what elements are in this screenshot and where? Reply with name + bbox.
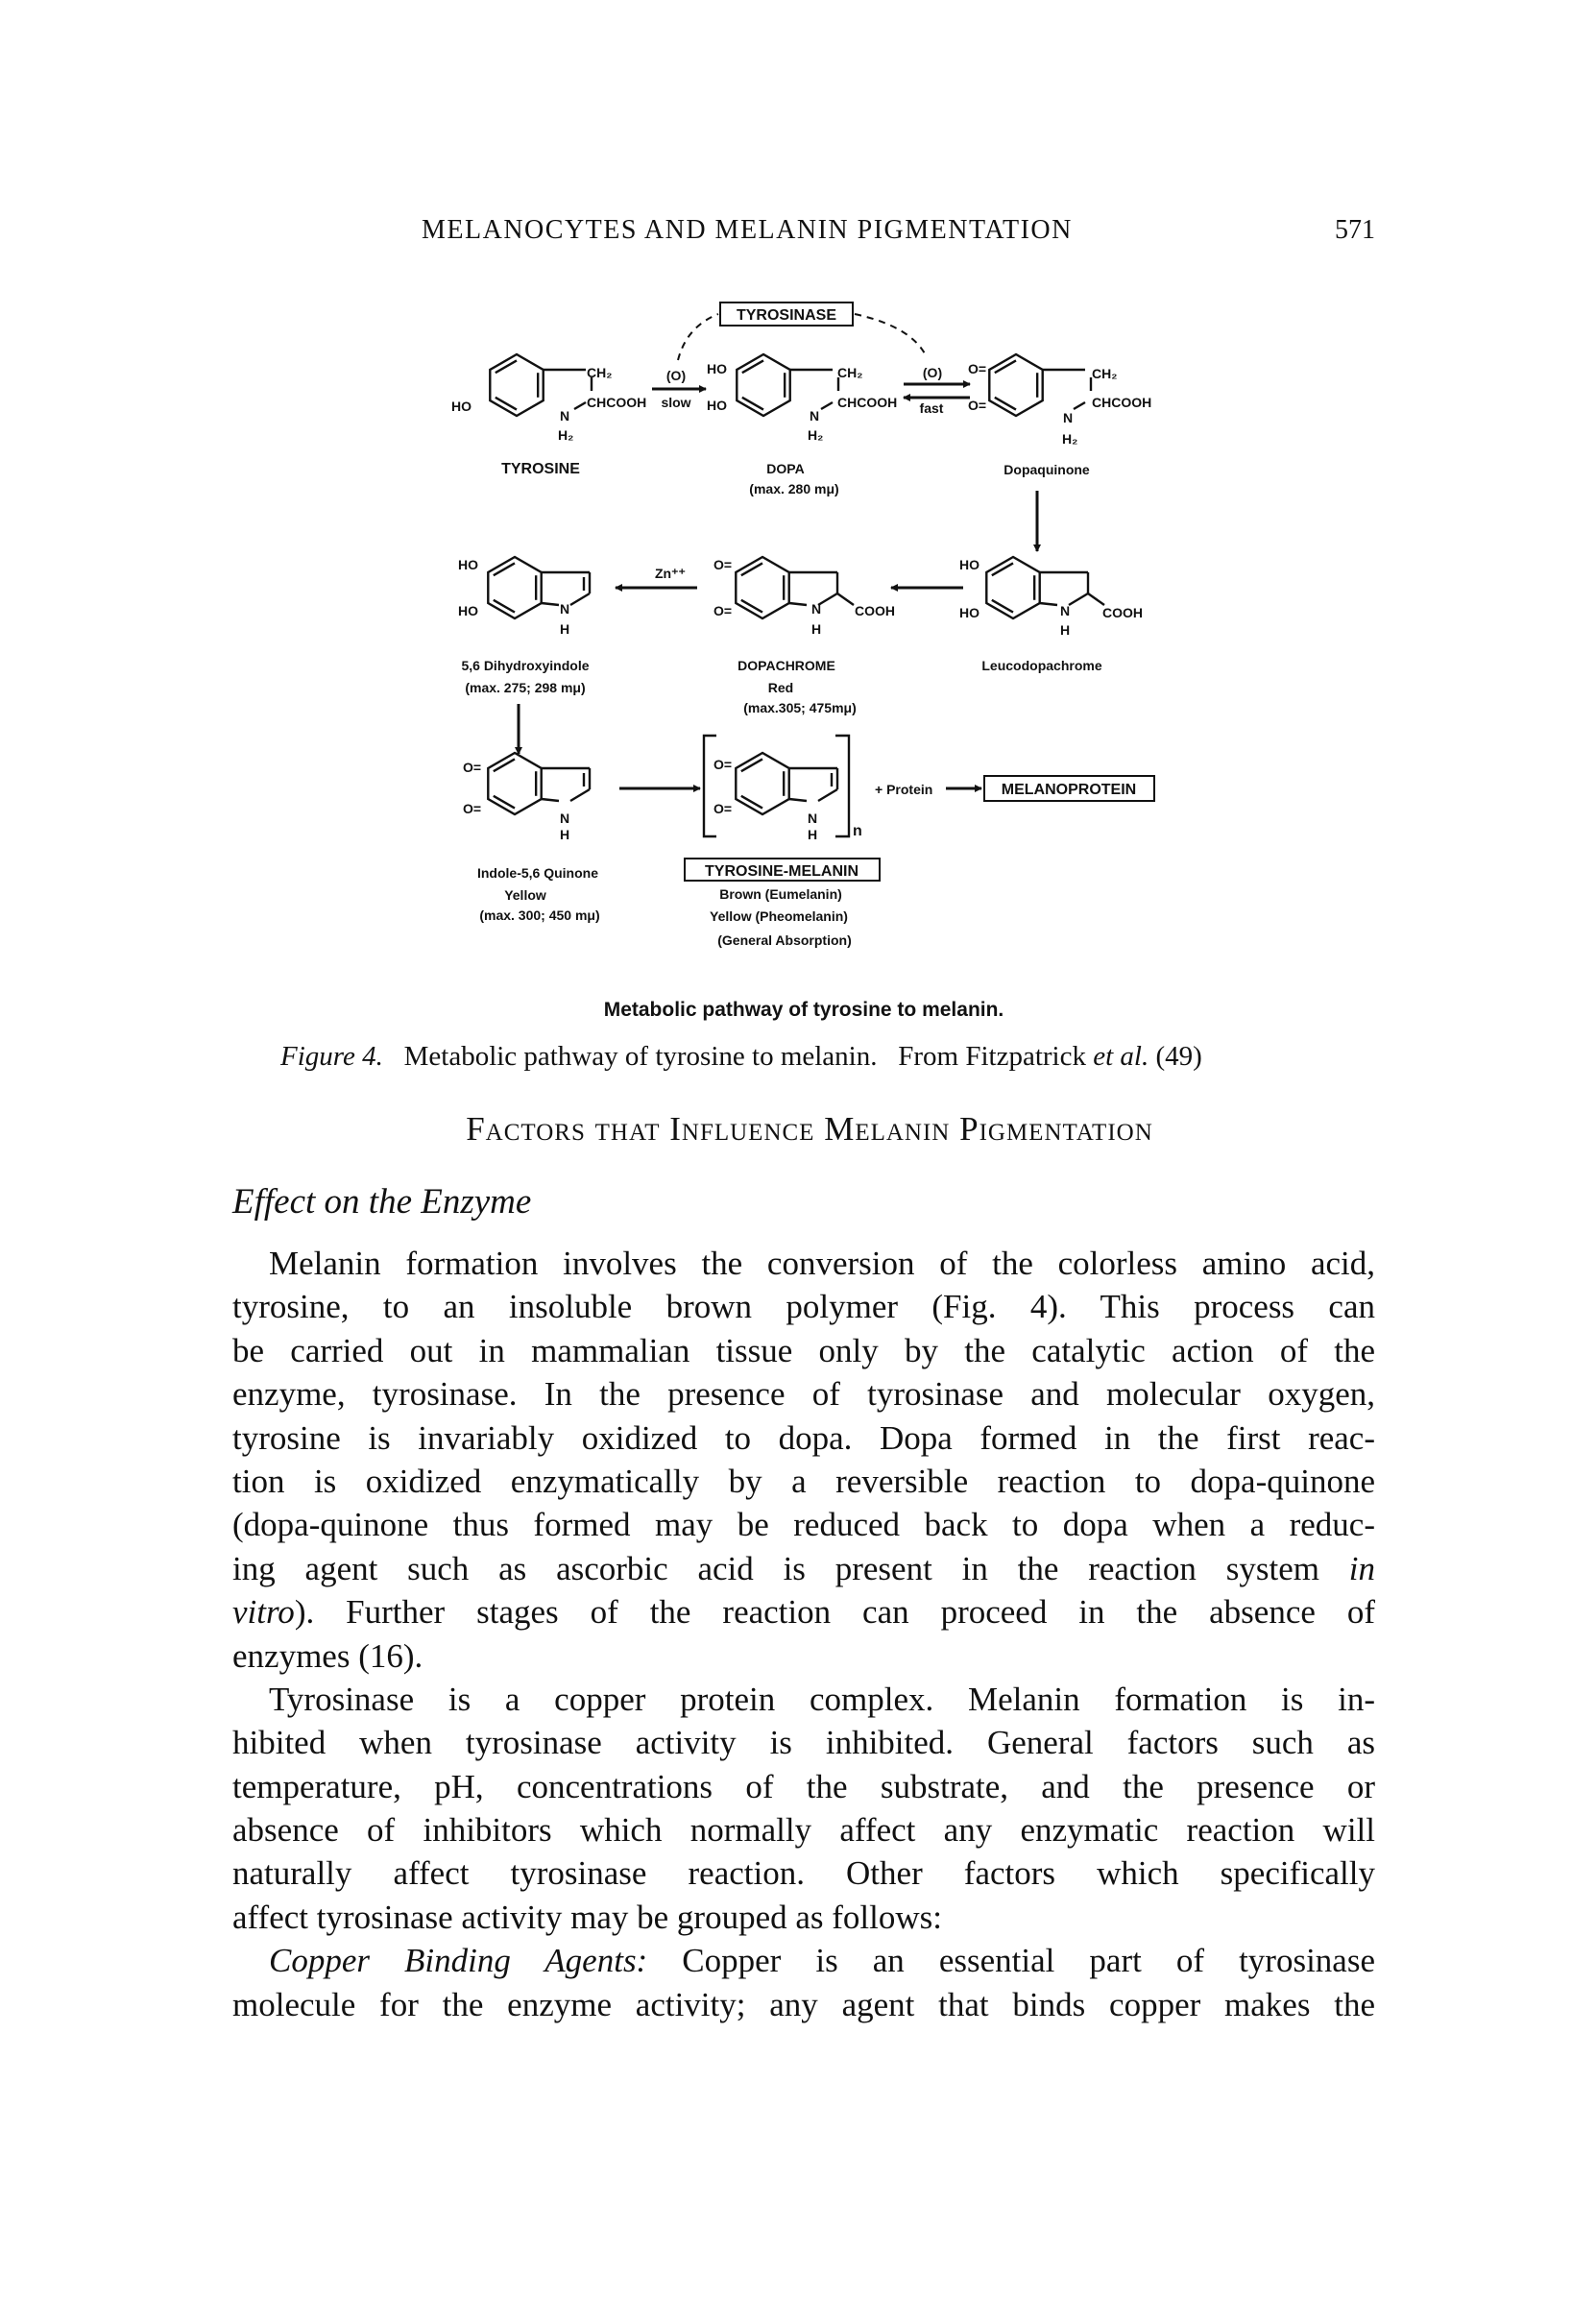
label-n: N <box>1063 410 1074 425</box>
side-chain-bond <box>574 402 586 409</box>
double-bond <box>494 759 515 771</box>
dashed-link-right <box>855 314 927 357</box>
label-n: N <box>1060 603 1071 618</box>
indolequinone-name: Indole-5,6 Quinone <box>476 865 599 881</box>
label-ch2: CH₂ <box>587 365 613 380</box>
protein-step-label: + Protein <box>875 782 933 797</box>
figure-ref: (49) <box>1155 1041 1202 1072</box>
tyrosine-structure <box>451 365 646 477</box>
label-o: O= <box>713 757 733 772</box>
double-bond <box>995 360 1016 373</box>
ring-bond <box>789 799 807 801</box>
double-bond <box>494 600 515 613</box>
double-bond <box>494 563 515 575</box>
label-ho: HO <box>451 399 472 414</box>
italic-vitro: vitro <box>232 1593 295 1632</box>
text-line: molecule for the enzyme activity; any agent that binds copper makes the <box>232 1985 1375 2023</box>
label-ho: HO <box>458 603 478 618</box>
zinc-catalyst-label: Zn⁺⁺ <box>655 566 686 581</box>
ring-bond <box>1069 593 1088 605</box>
text-line <box>232 1939 1375 1982</box>
text-line: temperature, pH, concentrations of the substrate, and the presence or <box>232 1767 1375 1805</box>
step2-rate: fast <box>919 400 944 416</box>
label-ho: HO <box>959 557 979 572</box>
text-segment: Copper is an essential part of tyrosinase <box>647 1942 1375 1980</box>
label-ch2: CH₂ <box>837 365 863 380</box>
benzene-ring <box>736 753 788 814</box>
side-chain-bond <box>1074 402 1085 409</box>
dihydroxyindole-name: 5,6 Dihydroxyindole <box>461 658 590 673</box>
melanin-absorption: (General Absorption) <box>717 932 852 948</box>
label-ho: HO <box>458 557 478 572</box>
benzene-ring <box>986 557 1039 618</box>
italic-run-in-heading: Copper Binding Agents: <box>269 1942 648 1980</box>
label-n: N <box>560 601 570 617</box>
running-head: MELANOCYTES AND MELANIN PIGMENTATION <box>422 215 1073 245</box>
label-n: N <box>560 811 570 826</box>
indolequinone-absorption: (max. 300; 450 mμ) <box>479 908 600 923</box>
text-line: naturally affect tyrosinase reaction. Other factors which specifically <box>232 1854 1375 1893</box>
label-n: N <box>810 408 820 424</box>
label-n: N <box>811 601 822 617</box>
dopachrome-absorption: (max.305; 475mμ) <box>743 700 857 715</box>
leucodopachrome-name: Leucodopachrome <box>981 658 1102 673</box>
metabolic-pathway-diagram <box>0 0 1596 980</box>
label-chcooh: CHCOOH <box>1092 395 1152 410</box>
double-bond <box>995 398 1016 410</box>
text-line: affect tyrosinase activity may be grouped as follows: <box>232 1898 942 1936</box>
cooh-bond <box>1088 593 1104 605</box>
label-o: O= <box>968 398 987 413</box>
dashed-link-left <box>678 314 718 360</box>
body-text <box>232 1242 1375 2026</box>
melanin-pheomelanin: Yellow (Pheomelanin) <box>710 908 848 924</box>
italic-in: in <box>1348 1549 1375 1587</box>
dopaquinone-structure <box>968 361 1151 477</box>
diagram-caption: Metabolic pathway of tyrosine to melanin. <box>603 999 1004 1021</box>
polymer-subscript: n <box>853 823 862 839</box>
label-o: O= <box>968 361 987 376</box>
ring-bond <box>542 799 559 801</box>
label-h: H <box>808 827 818 842</box>
text-line: tion is oxidized enzymatically by a reversible reaction to dopa-quinone <box>232 1462 1375 1500</box>
benzene-ring <box>989 354 1042 416</box>
label-o: O= <box>463 760 482 775</box>
label-h: H <box>1060 622 1071 638</box>
text-segment: ing agent such as ascorbic acid is present in the reaction system <box>232 1549 1319 1587</box>
benzene-ring <box>490 354 543 416</box>
text-line: tyrosine, to an insoluble brown polymer (Fig. 4). This process can <box>232 1288 1375 1326</box>
label-o: O= <box>713 603 733 618</box>
text-line: absence of inhibitors which normally affect any enzymatic reaction will <box>232 1811 1375 1850</box>
label-n: N <box>560 408 570 424</box>
benzene-ring <box>488 753 541 814</box>
label-o: O= <box>713 557 733 572</box>
double-bond <box>992 563 1013 575</box>
label-o: O= <box>713 801 733 816</box>
label-ho: HO <box>707 361 727 376</box>
double-bond <box>741 563 762 575</box>
label-chcooh: CHCOOH <box>837 395 898 410</box>
dopa-name: DOPA <box>766 461 805 476</box>
dopa-structure <box>707 361 897 496</box>
label-o: O= <box>463 801 482 816</box>
melanoprotein-label: MELANOPROTEIN <box>1001 782 1137 798</box>
text-line: be carried out in mammalian tissue only by the catalytic action of the <box>232 1331 1375 1369</box>
double-bond <box>496 398 517 410</box>
dopachrome-color: Red <box>767 680 794 695</box>
label-ch2: CH₂ <box>1092 366 1118 381</box>
figure-text: Metabolic pathway of tyrosine to melanin. <box>403 1041 878 1072</box>
label-ho: HO <box>707 398 727 413</box>
ring-bond <box>789 603 807 605</box>
side-chain-bond <box>821 402 833 409</box>
dopachrome-structure <box>713 557 895 715</box>
text-line: Melanin formation involves the conversion of the colorless amino acid, <box>269 1245 1375 1282</box>
dihydroxyindole-absorption: (max. 275; 298 mμ) <box>465 680 586 695</box>
label-h2: H₂ <box>558 427 574 443</box>
text-segment: ). Further stages of the reaction can proceed in the absence of <box>294 1593 1375 1632</box>
double-bond <box>992 600 1013 613</box>
label-cooh: COOH <box>855 603 895 618</box>
section-heading: Factors that Influence Melanin Pigmentation <box>466 1110 1153 1148</box>
text-line: tyrosine is invariably oxidized to dopa. Dopa formed in the first reac- <box>232 1418 1375 1457</box>
ring-bond <box>1040 603 1057 605</box>
text-line: enzyme, tyrosinase. In the presence of tyrosinase and molecular oxygen, <box>232 1375 1375 1414</box>
tyrosine-melanin-label: TYROSINE-MELANIN <box>705 863 858 880</box>
bond-lines <box>488 354 1104 814</box>
benzene-ring <box>488 557 541 618</box>
tyrosinase-label: TYROSINASE <box>736 307 837 324</box>
dihydroxyindole-structure <box>458 557 590 695</box>
double-bond <box>741 796 762 809</box>
double-bond <box>741 600 762 613</box>
text-line: Tyrosinase is a copper protein complex. Melanin formation is in- <box>269 1680 1375 1718</box>
step2-oxygen: (O) <box>922 365 943 380</box>
figure-label: Figure 4. <box>280 1041 383 1072</box>
double-bond <box>742 360 763 373</box>
text-line: hibited when tyrosinase activity is inhibited. General factors such as <box>232 1724 1375 1762</box>
label-chcooh: CHCOOH <box>587 395 647 410</box>
label-ho: HO <box>959 605 979 620</box>
indolequinone-color: Yellow <box>504 887 546 903</box>
figure-source: From Fitzpatrick <box>898 1041 1086 1072</box>
label-h: H <box>811 621 822 637</box>
step1-rate: slow <box>661 395 691 410</box>
step1-oxygen: (O) <box>665 368 687 383</box>
ring-bond <box>570 789 590 801</box>
cooh-bond <box>837 593 854 605</box>
label-h2: H₂ <box>808 427 824 443</box>
double-bond <box>494 796 515 809</box>
label-h: H <box>560 827 570 842</box>
dopachrome-name: DOPACHROME <box>738 658 835 673</box>
double-bond <box>742 398 763 410</box>
text-line <box>232 1547 1375 1590</box>
dopaquinone-name: Dopaquinone <box>1004 462 1090 477</box>
label-h: H <box>560 621 570 637</box>
dopa-absorption: (max. 280 mμ) <box>749 481 839 496</box>
melanin-eumelanin: Brown (Eumelanin) <box>719 886 842 902</box>
text-line <box>232 1590 1375 1634</box>
ring-bond <box>818 789 837 801</box>
benzene-ring <box>736 557 788 618</box>
page-number: 571 <box>1335 215 1375 245</box>
subheading: Effect on the Enzyme <box>232 1182 532 1222</box>
figure-caption <box>280 1041 1202 1073</box>
indolequinone-structure <box>463 760 600 923</box>
polymer-brackets <box>704 736 849 836</box>
tyrosine-name: TYROSINE <box>501 461 580 477</box>
double-bond <box>741 759 762 771</box>
label-cooh: COOH <box>1102 605 1143 620</box>
figure-etal: et al. <box>1093 1041 1149 1072</box>
label-n: N <box>808 811 818 826</box>
ring-bond <box>570 593 590 605</box>
benzene-ring <box>737 354 789 416</box>
text-line: (dopa-quinone thus formed may be reduced back to dopa when a reduc- <box>232 1506 1375 1544</box>
ring-bond <box>542 603 559 605</box>
text-line: enzymes (16). <box>232 1636 423 1675</box>
double-bond <box>496 360 517 373</box>
label-h2: H₂ <box>1062 431 1078 447</box>
